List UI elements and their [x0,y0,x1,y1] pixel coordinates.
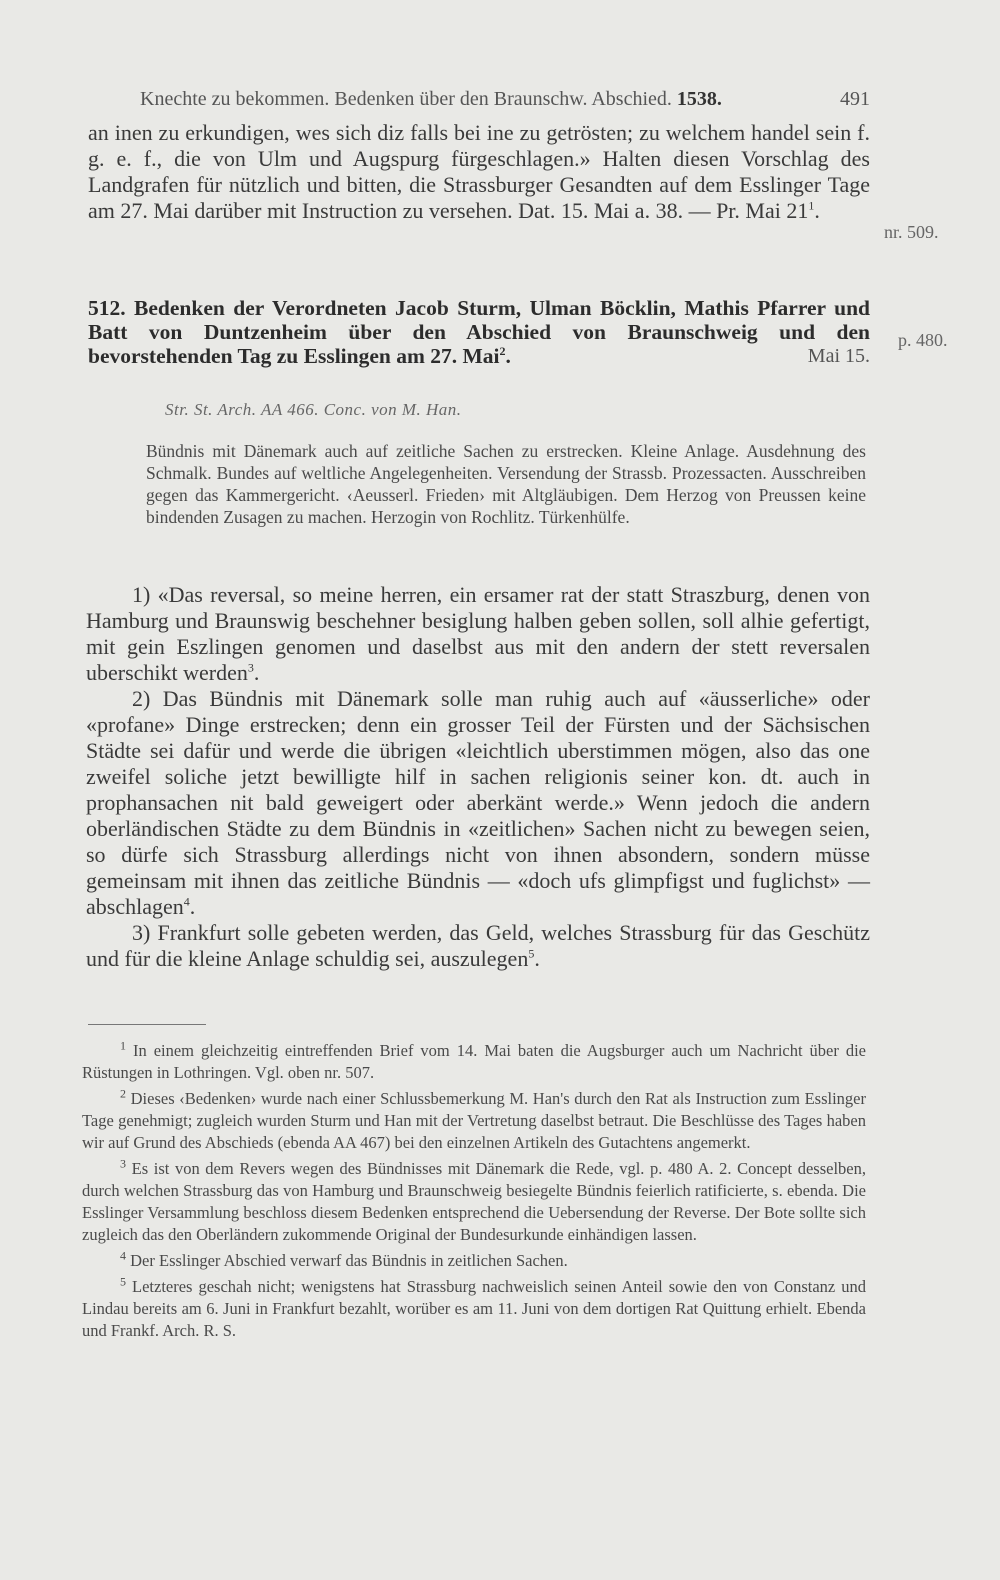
footnote-text: Dieses ‹Bedenken› wurde nach einer Schlussbemerkung M. Han's durch den Rat als Instruction zum Esslinger Tage genehmigt; zugleich wurden Sturm und Han mit der Vertretung daselbst betraut. Die Beschlüsse des Tages haben wir auf Grund des Abschieds (ebenda AA 467) bei den einzelnen Artikeln des Gutachtens angemerkt. [82,1089,866,1152]
paragraph [86,582,870,686]
document-heading [88,296,870,368]
footnotes [82,1040,866,1346]
footnote-text: Letzteres geschah nicht; wenigstens hat Strassburg nachweislich seinen Anteil sowie den von Constanz und Lindau bereits am 6. Juni in Frankfurt bezahlt, worüber es am 11. Juni von dem dortigen Rat Quittung erhielt. Ebenda und Frankf. Arch. R. S. [82,1277,866,1340]
intro-tail: . [814,198,820,223]
footnote-ref: 3 [247,660,254,675]
footnote-ref: 2 [499,343,506,358]
margin-ref-480: p. 480. [898,330,948,350]
page-number: 491 [840,88,870,110]
footnote-number: 1 [120,1038,126,1053]
paragraph-tail: . [189,894,196,919]
main-text [86,582,870,972]
margin-ref-509: nr. 509. [884,222,939,242]
document-date: Mai 15. [807,345,870,367]
running-head [140,88,870,111]
running-year: 1538. [676,88,722,110]
heading-text: 512. Bedenken der Verordneten Jacob Sturm, Ulman Böcklin, Mathis Pfarrer und Batt von Duntzenheim über den Abschied von Braunschweig und den bevorstehenden Tag zu Esslingen am 27. Mai [88,296,870,368]
running-title: Knechte zu bekommen. Bedenken über den Braunschw. Abschied. [140,88,672,110]
footnote-divider [88,1024,206,1025]
paragraph [86,920,870,972]
footnote-number: 3 [120,1156,126,1171]
footnote-number: 2 [120,1086,126,1101]
footnote-text: Der Esslinger Abschied verwarf das Bündnis in zeitlichen Sachen. [130,1251,568,1270]
footnote [82,1276,866,1342]
footnote-ref: 1 [808,198,815,213]
footnote-number: 4 [120,1248,126,1263]
intro-text: an inen zu erkundigen, wes sich diz falls bei ine zu getrösten; zu welchem handel sein f. g. e. f., die von Ulm und Augspurg fürgeschlagen.» Halten diesen Vorschlag des Landgrafen für nützlich und bitten, die Strassburger Gesandten auf dem Esslinger Tage am 27. Mai darüber mit Instruction zu versehen. Dat. 15. Mai a. 38. — Pr. Mai 21 [88,120,870,223]
footnote [82,1088,866,1154]
footnote [82,1250,866,1272]
heading-tail: . [505,344,511,368]
paragraph-tail: . [253,660,260,685]
footnote-number: 5 [120,1274,126,1289]
footnote-text: In einem gleichzeitig eintreffenden Brief vom 14. Mai baten die Augsburger auch um Nachricht über die Rüstungen in Lothringen. Vgl. oben nr. 507. [82,1041,867,1082]
paragraph [86,686,870,920]
archive-source: Str. St. Arch. AA 466. Conc. von M. Han. [165,400,462,419]
intro-paragraph [88,120,870,224]
footnote-ref: 4 [183,894,190,909]
paragraph-text: 2) Das Bündnis mit Dänemark solle man ruhig auch auf «äusserliche» oder «profane» Dinge erstrecken; denn ein grosser Teil der Fürsten und der Sächsischen Städte sei dafür und werde die übrigen «leichtlich uberstimmen mögen, also das one zweifel soliche jetzt bewilligte hilf in sachen religionis seiner kon. dt. auch in prophansachen nit bald geweigert oder aberkänt werde.» Wenn jedoch die andern oberländischen Städte zu dem Bündnis in «zeitlichen» Sachen nicht zu bewegen seien, so dürfe sich Strassburg allerdings nicht von ihnen absondern, sondern müsse gemeinsam mit ihnen das zeitliche Bündnis — «doch ufs glimpfigst und fuglichst» — abschlagen [86,686,870,919]
paragraph-text: 1) «Das reversal, so meine herren, ein ersamer rat der statt Straszburg, denen von Hamburg und Braunswig beschehner besiglung halben geben sollen, soll alhie gefertigt, mit gein Eszlingen genomen und daselbst aus mit den andern der stett reversalen uberschikt werden [86,582,870,685]
footnote [82,1040,866,1084]
footnote-ref: 5 [528,946,535,961]
summary: Bündnis mit Dänemark auch auf zeitliche Sachen zu erstrecken. Kleine Anlage. Ausdehnung des Schmalk. Bundes auf weltliche Angelegenheiten. Versendung der Strassb. Prozessacten. Ausschreiben gegen das Kammergericht. ‹Aeusserl. Frieden› mit Altgläubigen. Dem Herzog von Preussen keine bindenden Zusagen zu machen. Herzogin von Rochlitz. Türkenhülfe. [146,441,866,527]
footnote-text: Es ist von dem Revers wegen des Bündnisses mit Dänemark die Rede, vgl. p. 480 A. 2. Concept desselben, durch welchen Strassburg das von Hamburg und Braunschweig besiegelte Bündnis feierlich ratificierte, s. ebenda. Die Esslinger Versammlung beschloss diesem Bedenken entsprechend die Uebersendung der Reverse. Der Bote sollte sich zugleich das den Oberländern zukommende Original der Bundesurkunde einhändigen lassen. [82,1159,866,1244]
footnote [82,1158,866,1246]
paragraph-tail: . [534,946,540,971]
paragraph-text: 3) Frankfurt solle gebeten werden, das Geld, welches Strassburg für das Geschütz und für die kleine Anlage schuldig sei, auszulegen [86,920,870,971]
